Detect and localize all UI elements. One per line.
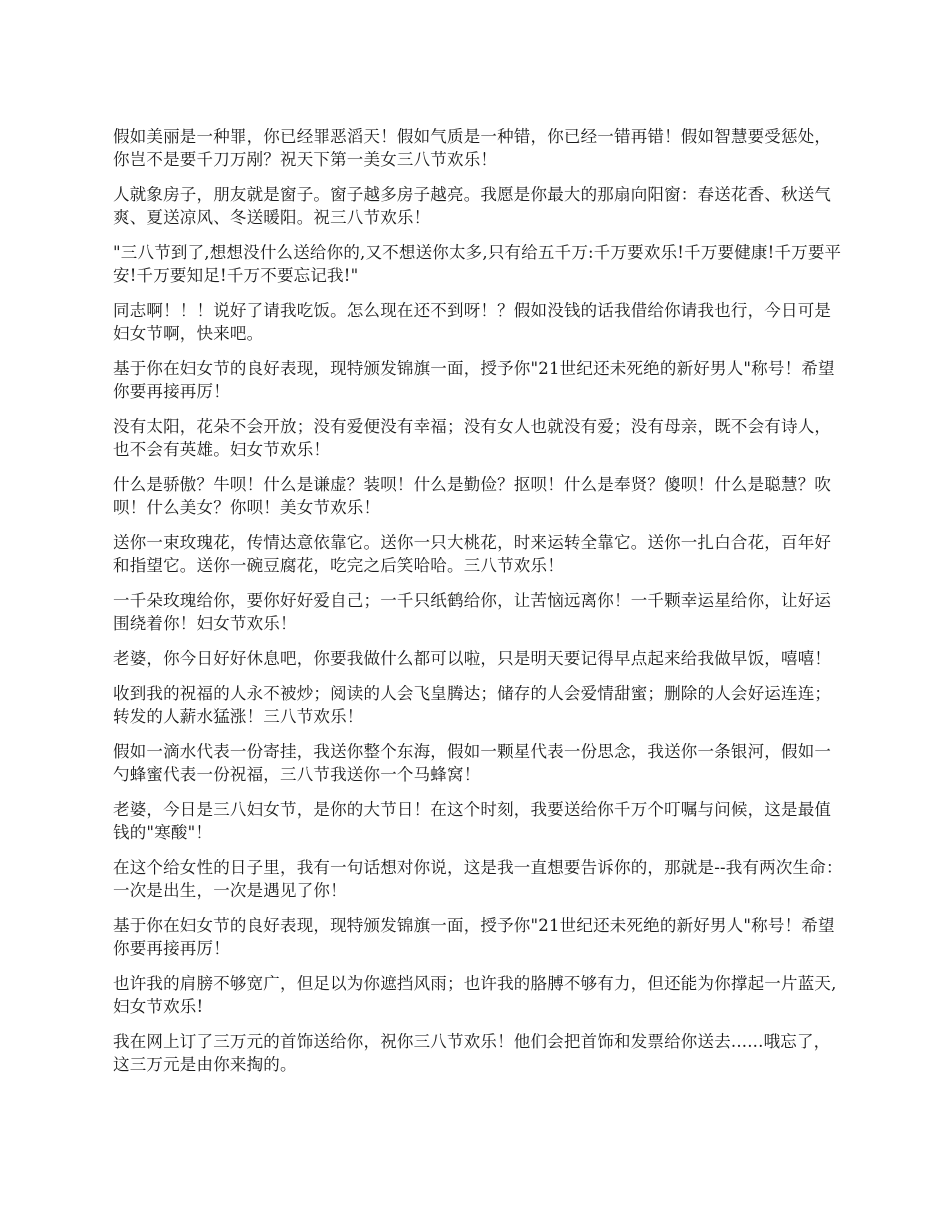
paragraph-9: 一千朵玫瑰给你，要你好好爱自己；一千只纸鹤给你，让苦恼远离你！一千颗幸运星给你，让好运围绕着你！妇女节欢乐！ xyxy=(113,591,832,633)
paragraph-1: 假如美丽是一种罪，你已经罪恶滔天！假如气质是一种错，你已经一错再错！假如智慧要受惩处，你岂不是要千刀万剐？祝天下第一美女三八节欢乐！ xyxy=(113,127,832,169)
paragraph-5: 基于你在妇女节的良好表现，现特颁发锦旗一面，授予你"21世纪还未死绝的新好男人"称号！希望你要再接再厉！ xyxy=(113,359,835,401)
paragraph-12: 假如一滴水代表一份寄挂，我送你整个东海，假如一颗星代表一份思念，我送你一条银河，假如一勺蜂蜜代表一份祝福，三八节我送你一个马蜂窝！ xyxy=(113,742,832,784)
paragraph-8: 送你一束玫瑰花，传情达意依靠它。送你一只大桃花，时来运转全靠它。送你一扎白合花，百年好和指望它。送你一碗豆腐花，吃完之后笑哈哈。三八节欢乐！ xyxy=(113,533,832,575)
paragraph-13: 老婆，今日是三八妇女节，是你的大节日！在这个时刻，我要送给你千万个叮嘱与问候，这是最值钱的"寒酸"！ xyxy=(113,800,832,842)
paragraph-11: 收到我的祝福的人永不被炒；阅读的人会飞皇腾达；储存的人会爱情甜蜜；删除的人会好运连连；转发的人薪水猛涨！三八节欢乐！ xyxy=(113,684,832,726)
paragraph-10: 老婆，你今日好好休息吧，你要我做什么都可以啦，只是明天要记得早点起来给我做早饭，嘻嘻！ xyxy=(113,649,832,668)
paragraph-4: 同志啊！！！说好了请我吃饭。怎么现在还不到呀！？假如没钱的话我借给你请我也行，今日可是妇女节啊，快来吧。 xyxy=(113,301,832,343)
paragraph-2: 人就象房子，朋友就是窗子。窗子越多房子越亮。我愿是你最大的那扇向阳窗：春送花香、秋送气爽、夏送凉风、冬送暖阳。祝三八节欢乐！ xyxy=(113,185,832,227)
paragraph-3: "三八节到了,想想没什么送给你的,又不想送你太多,只有给五千万:千万要欢乐!千万要健康!千万要平安!千万要知足!千万不要忘记我!" xyxy=(113,243,842,285)
paragraph-16: 也许我的肩膀不够宽广，但足以为你遮挡风雨；也许我的胳膊不够有力，但还能为你撑起一片蓝天,妇女节欢乐! xyxy=(113,974,837,1016)
paragraph-15: 基于你在妇女节的良好表现，现特颁发锦旗一面，授予你"21世纪还未死绝的新好男人"称号！希望你要再接再厉！ xyxy=(113,916,835,958)
paragraph-17: 我在网上订了三万元的首饰送给你，祝你三八节欢乐！他们会把首饰和发票给你送去......哦忘了，这三万元是由你来掏的。 xyxy=(113,1032,831,1074)
paragraph-14: 在这个给女性的日子里，我有一句话想对你说，这是我一直想要告诉你的，那就是--我有两次生命：一次是出生，一次是遇见了你！ xyxy=(113,858,843,900)
paragraph-7: 什么是骄傲？牛呗！什么是谦虚？装呗！什么是勤俭？抠呗！什么是奉贤？傻呗！什么是聪慧？吹呗！什么美女？你呗！美女节欢乐！ xyxy=(113,475,832,517)
document-body xyxy=(113,125,843,1088)
paragraph-6: 没有太阳，花朵不会开放；没有爱便没有幸福；没有女人也就没有爱；没有母亲，既不会有诗人，也不会有英雄。妇女节欢乐！ xyxy=(113,417,832,459)
